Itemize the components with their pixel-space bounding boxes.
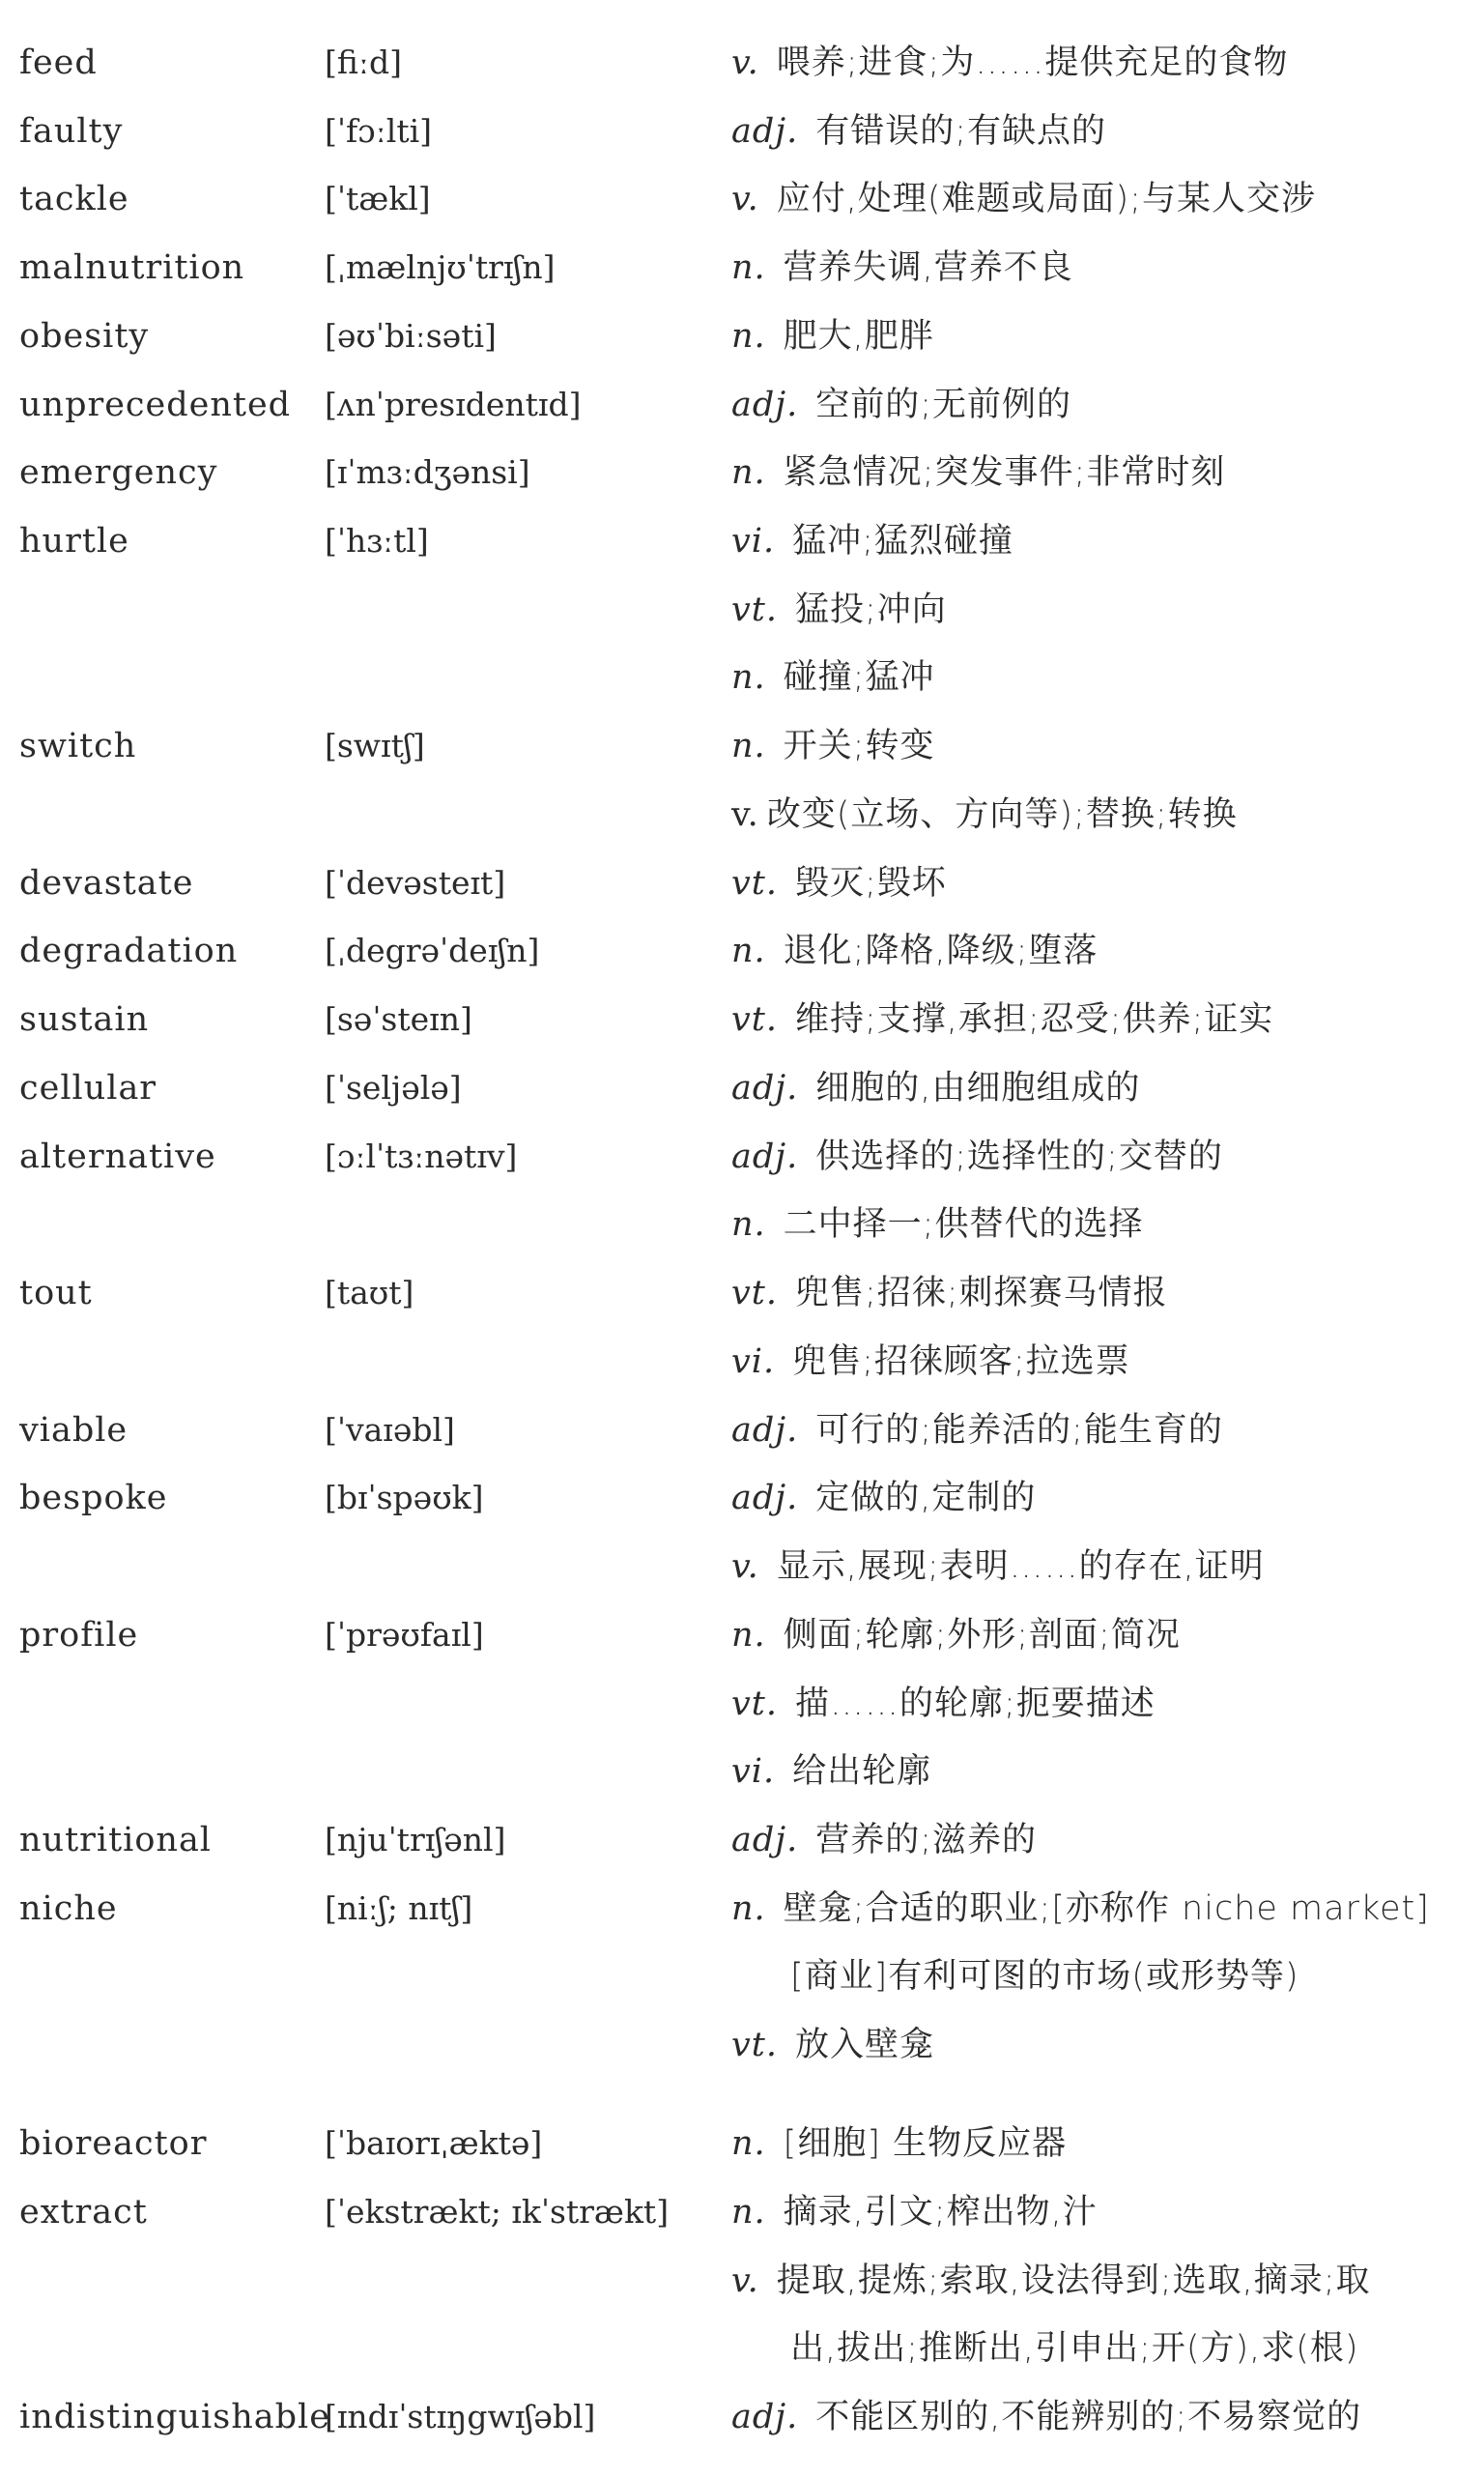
definition-line [731,794,1238,834]
part-of-speech: adj. [731,385,799,424]
headword: nutritional [19,1820,213,1859]
headword: switch [19,727,137,766]
meaning-text: 兜售;招徕顾客;拉选票 [792,1341,1130,1381]
meaning-text: 摘录,引文;榨出物,汁 [783,2192,1098,2232]
part-of-speech: vt. [731,863,778,903]
part-of-speech: n. [731,727,766,766]
meaning-text: 退化;降格,降级;堕落 [783,932,1099,971]
phonetic-transcription: [ˈdevəsteɪt] [325,863,506,902]
headword: emergency [19,453,218,493]
meaning-text: 维持;支撑,承担;忍受;供养;证实 [794,1000,1274,1040]
definition-line [731,1479,1037,1518]
definition-line [731,2192,1098,2232]
part-of-speech: n. [731,248,766,288]
meaning-text: 应付,处理(难题或局面);与某人交涉 [776,180,1316,219]
phonetic-transcription: [njuˈtrɪʃənl] [325,1820,506,1858]
headword: unprecedented [19,385,292,424]
part-of-speech: vi. [731,522,776,561]
phonetic-transcription: [bɪˈspəʊk] [325,1479,484,1517]
phonetic-transcription: [taʊt] [325,1274,414,1312]
definition-line [731,590,947,629]
meaning-text: 供选择的;选择性的;交替的 [815,1137,1223,1176]
part-of-speech: n. [731,1888,766,1928]
meaning-text: 二中择一;供替代的选择 [783,1205,1144,1245]
definition-line [731,1341,1130,1381]
part-of-speech: adj. [731,1137,799,1176]
definition-line [731,1000,1274,1040]
part-of-speech: vt. [731,1274,778,1313]
headword: indistinguishable [19,2398,330,2437]
headword: tout [19,1274,93,1313]
meaning-text: 出,拔出;推断出,引申出;开(方),求(根) [790,2329,1359,2369]
definition-line [731,1410,1223,1450]
headword: sustain [19,1000,150,1040]
phonetic-transcription: [ɪˈmɜːdʒənsi] [325,453,530,492]
phonetic-transcription: [ˈhɜːtl] [325,522,429,560]
phonetic-transcription: [ˈseljələ] [325,1068,462,1107]
meaning-text: 空前的;无前例的 [815,385,1072,424]
definition-line [731,2026,934,2065]
definition-line [731,316,934,356]
part-of-speech: vt. [731,1684,778,1723]
headword: hurtle [19,522,129,561]
headword: cellular [19,1068,157,1108]
meaning-text: 侧面;轮廓;外形;剖面;简况 [783,1615,1181,1655]
definition-line [731,248,1073,288]
part-of-speech: n. [731,1205,766,1245]
phonetic-transcription: [ˈbaɪorɪˌæktə] [325,2124,543,2163]
headword: viable [19,1410,128,1450]
meaning-text: [细胞] 生物反应器 [783,2124,1068,2164]
definition-line [731,1752,932,1792]
meaning-text: 猛投;冲向 [794,590,947,629]
phonetic-transcription: [ˈtækl] [325,180,431,218]
part-of-speech: v. [731,43,759,82]
phonetic-transcription: [fiːd] [325,43,403,81]
headword: bespoke [19,1479,168,1518]
definition-line [731,1137,1223,1176]
headword: feed [19,43,98,82]
meaning-text: 描……的轮廓;扼要描述 [794,1684,1156,1723]
definition-line [731,522,1013,561]
headword: bioreactor [19,2124,208,2164]
definition-line [790,2329,1359,2369]
part-of-speech: n. [731,316,766,356]
headword: degradation [19,932,239,971]
headword: extract [19,2192,148,2232]
meaning-text: 开关;转变 [783,727,935,766]
part-of-speech: v. [731,1547,759,1587]
meaning-text: 喂养;进食;为……提供充足的食物 [776,43,1289,82]
definition-line [731,727,935,766]
phonetic-transcription: [səˈsteɪn] [325,1000,472,1039]
meaning-text: 有错误的;有缺点的 [815,111,1107,151]
definition-line [731,2261,1371,2300]
part-of-speech: adj. [731,1479,799,1518]
meaning-text: 可行的;能养活的;能生育的 [815,1410,1223,1450]
meaning-text: 不能区别的,不能辨别的;不易察觉的 [815,2398,1362,2437]
phonetic-transcription: [niːʃ; nɪtʃ] [325,1888,473,1927]
part-of-speech: n. [731,453,766,493]
part-of-speech: n. [731,1615,766,1655]
meaning-text: 放入壁龛 [794,2026,934,2065]
phonetic-transcription: [swɪtʃ] [325,727,425,765]
definition-line [731,1274,1168,1313]
definition-line [731,2124,1068,2164]
part-of-speech: n. [731,932,766,971]
definition-line [731,1547,1265,1587]
part-of-speech: n. [731,2192,766,2232]
definition-line [731,43,1289,82]
meaning-text: 营养的;滋养的 [815,1820,1038,1859]
headword: malnutrition [19,248,245,288]
phonetic-transcription: [əʊˈbiːsəti] [325,316,497,355]
phonetic-transcription: [ˌdegrəˈdeɪʃn] [325,932,540,970]
phonetic-transcription: [ɪndɪˈstɪŋgwɪʃəbl] [325,2398,596,2436]
part-of-speech: v. [731,180,759,219]
part-of-speech: adj. [731,111,799,151]
part-of-speech: adj. [731,1068,799,1108]
meaning-text: 碰撞;猛冲 [783,658,935,698]
definition-line [731,1068,1141,1108]
headword: profile [19,1615,139,1655]
meaning-text: [商业]有利可图的市场(或形势等) [790,1957,1299,1997]
headword: tackle [19,180,129,219]
headword: faulty [19,111,124,151]
meaning-text: 肥大,肥胖 [783,316,934,356]
meaning-text: 细胞的,由细胞组成的 [815,1068,1141,1108]
part-of-speech: adj. [731,1410,799,1450]
definition-line [731,1820,1038,1859]
meaning-text: 提取,提炼;索取,设法得到;选取,摘录;取 [776,2261,1371,2300]
part-of-speech: adj. [731,2398,799,2437]
part-of-speech: v. [731,2261,759,2300]
definition-line [731,932,1099,971]
meaning-text: 显示,展现;表明……的存在,证明 [776,1547,1265,1587]
part-of-speech: vi. [731,1341,776,1381]
part-of-speech: vt. [731,1000,778,1040]
phonetic-transcription: [ˈprəʊfaɪl] [325,1615,484,1654]
meaning-text: 给出轮廓 [792,1752,932,1792]
phonetic-transcription: [ˈfɔːlti] [325,111,433,150]
headword: devastate [19,863,194,903]
phonetic-transcription: [ˈekstrækt; ɪkˈstrækt] [325,2192,670,2231]
meaning-text: 兜售;招徕;刺探赛马情报 [794,1274,1168,1313]
part-of-speech: vt. [731,590,778,629]
definition-line [731,1205,1144,1245]
definition-line [731,180,1316,219]
definition-line [731,2398,1362,2437]
part-of-speech: vt. [731,2026,778,2065]
definition-line [731,1615,1181,1655]
meaning-text: 营养失调,营养不良 [783,248,1073,288]
definition-line [790,1957,1299,1997]
headword: alternative [19,1137,216,1176]
meaning-text: 毁灭;毁坏 [794,863,947,903]
phonetic-transcription: [ɔːlˈtɜːnətɪv] [325,1137,518,1175]
definition-line [731,1888,1430,1928]
meaning-text: 定做的,定制的 [815,1479,1037,1518]
part-of-speech: n. [731,2124,766,2164]
phonetic-transcription: [ˈvaɪəbl] [325,1410,455,1449]
definition-line [731,1684,1156,1723]
definition-line [731,385,1072,424]
definition-line [731,658,935,698]
part-of-speech: adj. [731,1820,799,1859]
headword: obesity [19,316,150,356]
part-of-speech: n. [731,658,766,698]
headword: niche [19,1888,118,1928]
part-of-speech: vi. [731,1752,776,1792]
meaning-text: 猛冲;猛烈碰撞 [792,522,1013,561]
definition-line [731,863,947,903]
meaning-text: 改变(立场、方向等);替换;转换 [766,794,1238,834]
definition-line [731,111,1107,151]
meaning-text: 壁龛;合适的职业;[亦称作 niche market] [783,1888,1430,1928]
meaning-text: 紧急情况;突发事件;非常时刻 [783,453,1226,493]
phonetic-transcription: [ʌnˈpresɪdentɪd] [325,385,582,423]
part-of-speech: v. [731,794,759,834]
definition-line [731,453,1226,493]
phonetic-transcription: [ˌmælnjʊˈtrɪʃn] [325,248,556,287]
